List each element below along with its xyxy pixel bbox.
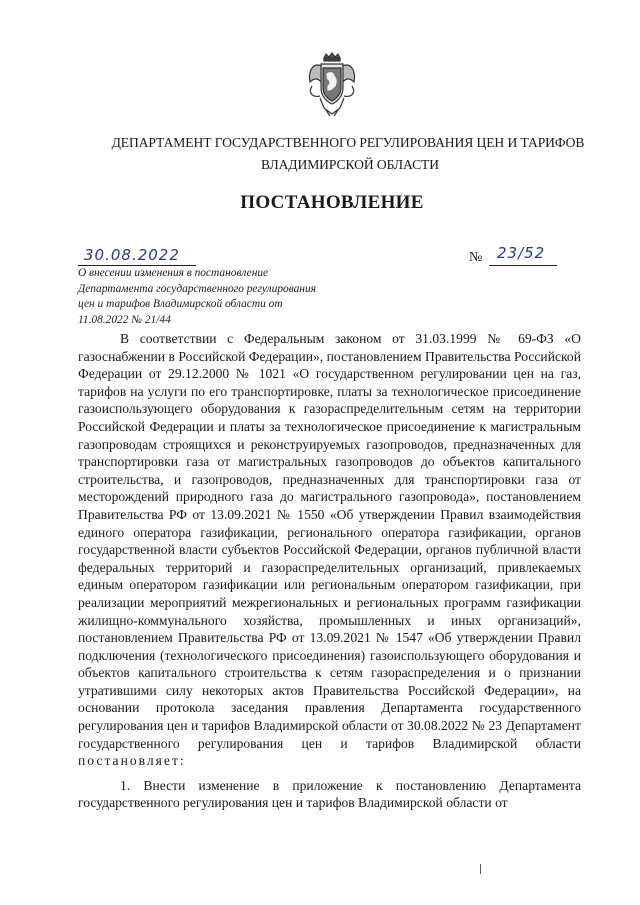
document-title: ПОСТАНОВЛЕНИЕ bbox=[240, 192, 424, 213]
document-number: 23/52 bbox=[497, 244, 546, 262]
number-label: № bbox=[469, 250, 483, 265]
document-subject: О внесении изменения в постановление Департамента государственного регулирования цен и тарифов Владимирской области от 11.08.2022 № 21/44 bbox=[78, 267, 316, 326]
body-paragraph-1 bbox=[78, 330, 581, 770]
department-name-line-2: ВЛАДИМИРСКОЙ ОБЛАСТИ bbox=[261, 157, 439, 172]
document-body bbox=[78, 330, 581, 812]
coat-of-arms-icon bbox=[306, 52, 358, 118]
body-paragraph-2: 1. Внести изменение в приложение к постановлению Департамента государственного регулирования цен и тарифов Владимирской области от bbox=[78, 777, 581, 811]
document-date: 30.08.2022 bbox=[84, 246, 180, 264]
page-mark bbox=[480, 864, 481, 874]
number-underline bbox=[489, 265, 557, 266]
department-name-line-1: ДЕПАРТАМЕНТ ГОСУДАРСТВЕННОГО РЕГУЛИРОВАНИЯ ЦЕН И ТАРИФОВ bbox=[111, 135, 585, 150]
resolution-keyword: постановляет: bbox=[78, 753, 186, 769]
paragraph-1-text: В соответствии с Федеральным законом от 31.03.1999 № 69-ФЗ «О газоснабжении в Российской Федерации», постановлением Правительства Российской Федерации от 29.12.2000 № 1021 «О государственном регулировании цен на газ, тарифов на услуги по его транспортировке, платы за технологическое присоединение газоиспользующего оборудования к газораспределительным сетям на территории Российской Федерации и платы за технологическое присоединение к магистральным газопроводам строящихся и реконструируемых газопроводов, предназначенных для транспортировки газа от магистральных газопроводов до объектов капитального строительства, и газопроводов, предназначенных для транспортировки газа от месторождений природного газа до магистрального газопровода», постановлением Правительства РФ от 13.09.2021 № 1550 «Об утверждении Правил взаимодействия единого оператора газификации, регионального оператора газификации, органов государственной власти субъектов Российской Федерации, органов публичной власти федеральных территорий и газораспределительных организаций, привлекаемых единым оператором газификации или региональным оператором газификации, при реализации мероприятий межрегиональных и региональных программ газификации жилищно-коммунального хозяйства, промышленных и иных организаций», постановлением Правительства РФ от 13.09.2021 № 1547 «Об утверждении Правил подключения (технологического присоединения) газоиспользующего оборудования и объектов капитального строительства к сетям газораспределения и о признании утратившими силу некоторых актов Правительства Российской Федерации», на основании протокола заседания правления Департамента государственного регулирования цен и тарифов Владимирской области от 30.08.2022 № 23 Департамент государственного регулирования цен и тарифов Владимирской области bbox=[78, 331, 581, 751]
